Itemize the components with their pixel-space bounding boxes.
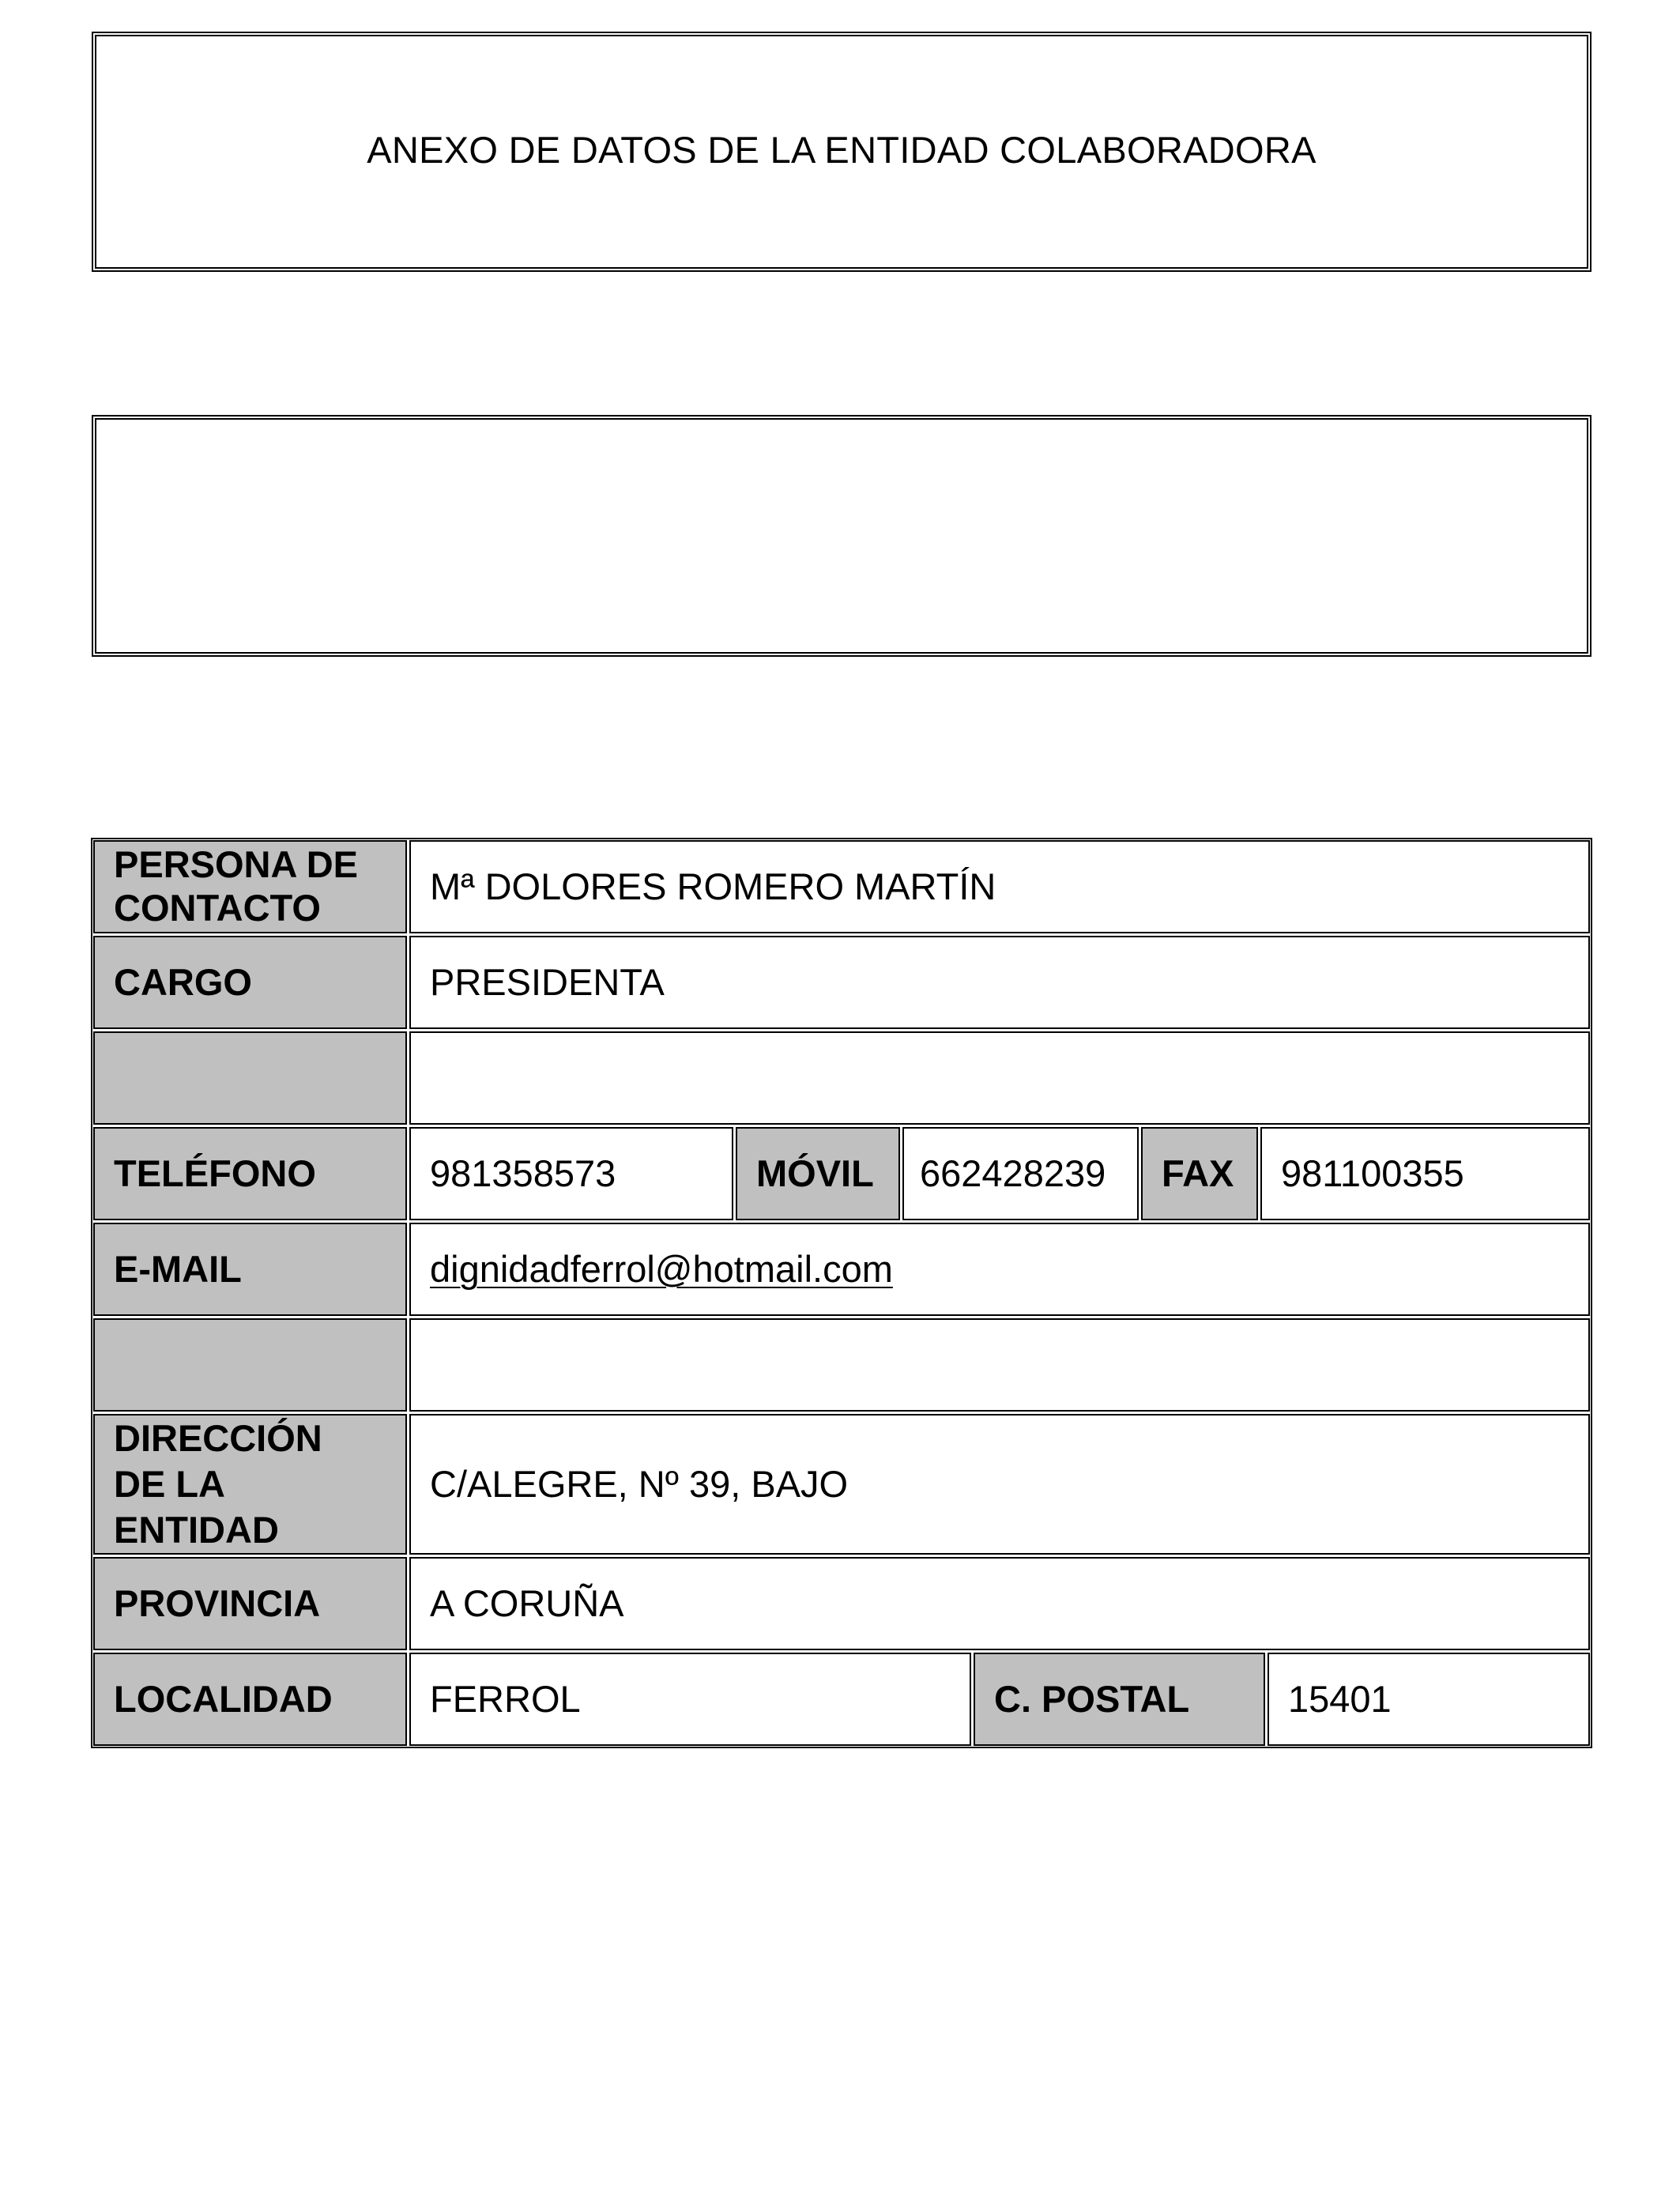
localidad-label (93, 1653, 407, 1746)
movil-value (902, 1127, 1139, 1220)
blank-label-1 (93, 1031, 407, 1125)
movil-label-text: MÓVIL (756, 1152, 874, 1194)
localidad-text: FERROL (430, 1677, 581, 1720)
cargo-label-text: CARGO (114, 960, 252, 1003)
postal-label (974, 1653, 1265, 1746)
row-direccion (93, 1414, 1590, 1555)
provincia-text: A CORUÑA (430, 1581, 624, 1624)
blank-label-2 (93, 1318, 407, 1412)
provincia-label (93, 1557, 407, 1650)
persona-contacto-label-line-1: PERSONA DE (114, 843, 359, 886)
persona-contacto-label-line-2: CONTACTO (114, 887, 321, 929)
email-link[interactable]: dignidadferrol@hotmail.com (430, 1247, 893, 1290)
email-label (93, 1223, 407, 1316)
postal-value (1268, 1653, 1590, 1746)
email-value (409, 1223, 1590, 1316)
cargo-text: PRESIDENTA (430, 960, 665, 1003)
cargo-label (93, 936, 407, 1029)
email-label-text: E-MAIL (114, 1247, 242, 1290)
fax-label (1141, 1127, 1258, 1220)
persona-contacto-label (93, 840, 407, 933)
localidad-label-text: LOCALIDAD (114, 1677, 333, 1720)
blank-value-1 (409, 1031, 1590, 1125)
movil-text: 662428239 (920, 1152, 1106, 1194)
fax-text: 981100355 (1281, 1152, 1464, 1194)
provincia-label-text: PROVINCIA (114, 1581, 321, 1624)
blank-value-2 (409, 1318, 1590, 1412)
localidad-value (409, 1653, 971, 1746)
row-localidad (93, 1653, 1590, 1746)
direccion-text: C/ALEGRE, Nº 39, BAJO (430, 1462, 849, 1505)
row-blank-1 (93, 1031, 1590, 1125)
cargo-value (409, 936, 1590, 1029)
direccion-label-line-1: DIRECCIÓN (114, 1417, 322, 1460)
persona-contacto-value (409, 840, 1590, 933)
fax-label-text: FAX (1162, 1152, 1234, 1194)
fax-value (1260, 1127, 1590, 1220)
telefono-text: 981358573 (430, 1152, 616, 1194)
telefono-label-text: TELÉFONO (114, 1152, 316, 1194)
empty-box (92, 415, 1591, 657)
entity-data-table (91, 838, 1592, 1748)
persona-contacto-text: Mª DOLORES ROMERO MARTÍN (430, 865, 996, 907)
postal-label-text: C. POSTAL (994, 1677, 1190, 1720)
movil-label (736, 1127, 900, 1220)
postal-text: 15401 (1288, 1677, 1392, 1720)
row-telefono (93, 1127, 1590, 1220)
document-title: ANEXO DE DATOS DE LA ENTIDAD COLABORADORA (367, 128, 1317, 171)
direccion-label (93, 1414, 407, 1555)
row-blank-2 (93, 1318, 1590, 1412)
row-email (93, 1223, 1590, 1316)
row-provincia (93, 1557, 1590, 1650)
direccion-label-line-2: DE LA (114, 1463, 225, 1506)
telefono-label (93, 1127, 407, 1220)
provincia-value (409, 1557, 1590, 1650)
row-persona-contacto (93, 840, 1590, 933)
telefono-value (409, 1127, 733, 1220)
direccion-label-line-3: ENTIDAD (114, 1508, 279, 1551)
row-cargo (93, 936, 1590, 1029)
direccion-value (409, 1414, 1590, 1555)
title-box (92, 32, 1591, 272)
